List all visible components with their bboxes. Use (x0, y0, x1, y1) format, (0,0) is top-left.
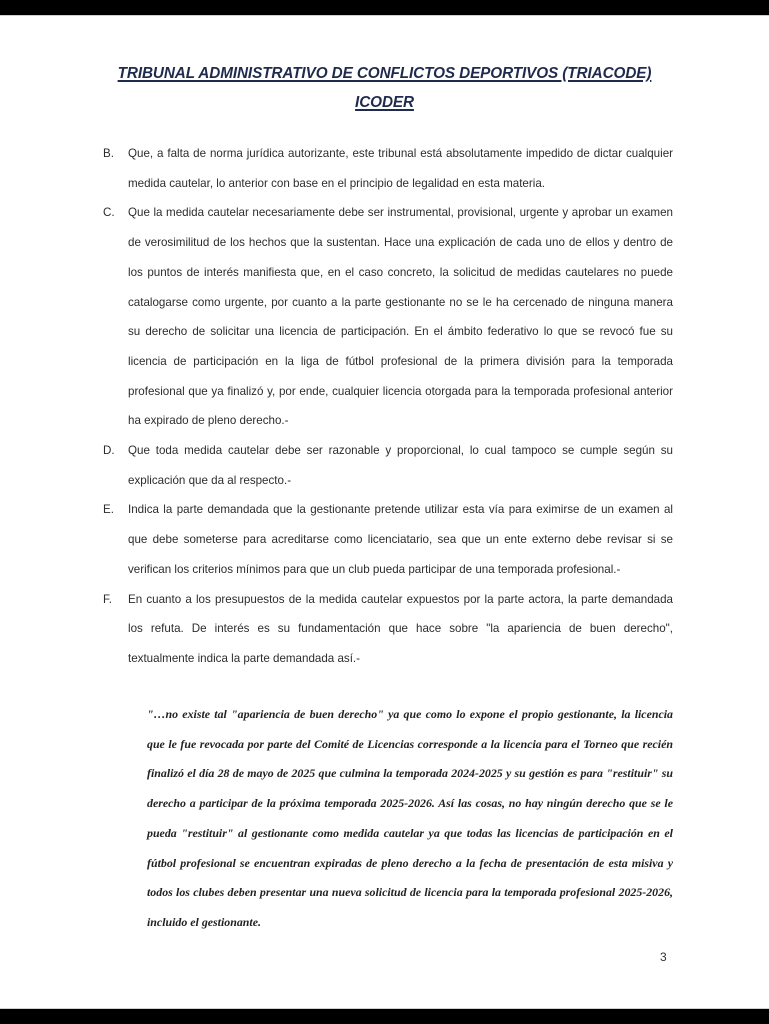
block-quote: "…no existe tal "apariencia de buen derecho" ya que como lo expone el propio gestionante, la licencia que le fue revocada por parte del Comité de Licencias corresponde a la licencia para el Torneo que recién finalizó el día 28 de mayo de 2025 que culmina la temporada 2024-2025 y su gestión es para "restituir" su derecho a participar de la próxima temporada 2025-2026. Así las cosas, no hay ningún derecho que se le pueda "restituir" al gestionante como medida cautelar ya que todas las licencias de participación en el fútbol profesional se encuentran expiradas de pleno derecho a la fecha de presentación de esta misiva y todos los clubes deben presentar una nueva solicitud de licencia para la temporada profesional 2025-2026, incluido el gestionante. (147, 707, 673, 929)
item-letter: E. (103, 503, 114, 517)
item-letter: D. (103, 444, 115, 458)
item-text: Que, a falta de norma jurídica autorizante, este tribunal está absolutamente impedido de dictar cualquier medida cautelar, lo anterior con base en el principio de legalidad en esta materia. (128, 147, 673, 190)
item-text: Que toda medida cautelar debe ser razonable y proporcional, lo cual tampoco se cumple según su explicación que da al respecto.- (128, 444, 673, 487)
item-text: En cuanto a los presupuestos de la medida cautelar expuestos por la parte actora, la parte demandada los refuta. De interés es su fundamentación que hace sobre "la apariencia de buen derecho", textualmente indica la parte demandada así.- (128, 592, 673, 665)
page-number: 3 (660, 950, 667, 964)
header-subtitle: ICODER (355, 94, 414, 111)
top-black-bar (0, 0, 769, 15)
header-title: TRIBUNAL ADMINISTRATIVO DE CONFLICTOS DEPORTIVOS (TRIACODE) (117, 65, 652, 82)
list-item (103, 495, 673, 584)
lettered-list (103, 139, 673, 674)
item-letter: C. (103, 206, 115, 220)
item-text: Que la medida cautelar necesariamente debe ser instrumental, provisional, urgente y aprobar un examen de verosimilitud de los hechos que la sustentan. Hace una explicación de cada uno de ellos y dentro de los puntos de interés manifiesta que, en el caso concreto, la solicitud de medidas cautelares no puede catalogarse como urgente, por cuanto a la parte gestionante no se le ha cercenado de ninguna manera su derecho de solicitar una licencia de participación. En el ámbito federativo lo que se revocó fue su licencia de participación en la liga de fútbol profesional de la primera división para la temporada profesional que ya finalizó y, por ende, cualquier licencia otorgada para la temporada profesional anterior ha expirado de pleno derecho.- (128, 206, 673, 428)
list-item (103, 198, 673, 436)
item-letter: B. (103, 147, 114, 160)
list-item (103, 585, 673, 674)
document-page (0, 15, 769, 1009)
item-text: Indica la parte demandada que la gestionante pretende utilizar esta vía para eximirse de un examen al que debe someterse para acreditarse como licenciatario, sea que un ente externo debe revisar si se verifican los criterios mínimos para que un club pueda participar de una temporada profesional.- (128, 503, 673, 576)
item-letter: F. (103, 592, 113, 606)
bottom-black-bar (0, 1009, 769, 1024)
list-item (103, 436, 673, 495)
list-item (103, 139, 673, 198)
